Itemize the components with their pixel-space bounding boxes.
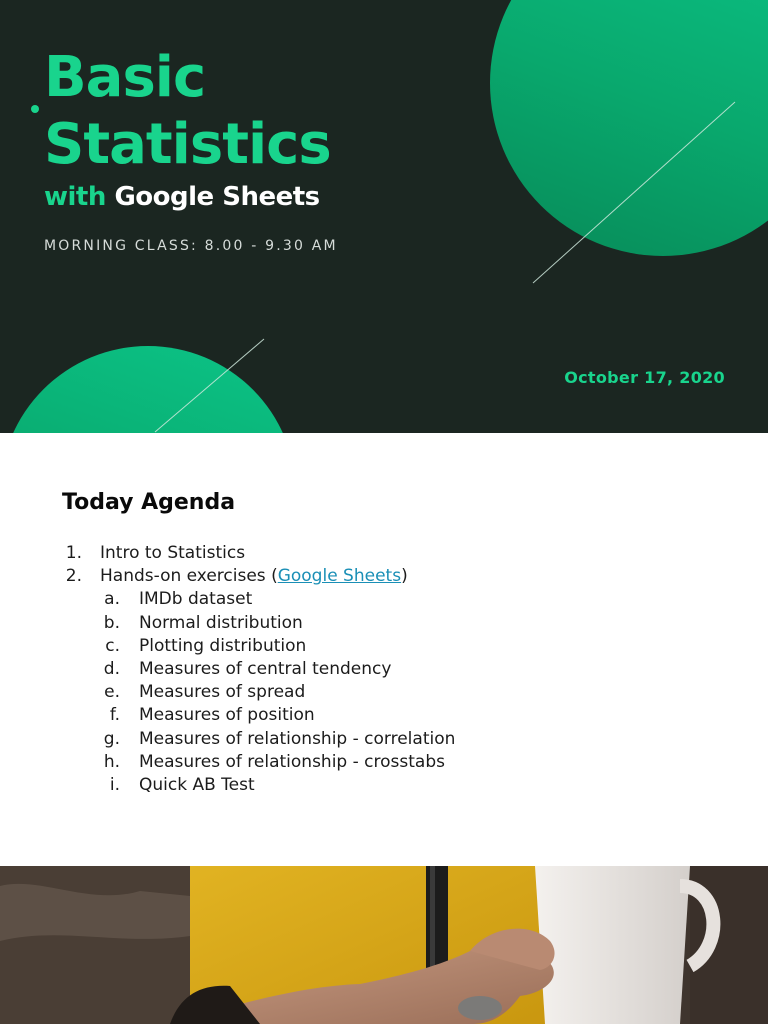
agenda-subitem xyxy=(0,612,768,635)
list-marker: d. xyxy=(103,658,120,679)
agenda-subitem-text: Quick AB Test xyxy=(139,774,255,795)
agenda-section xyxy=(0,433,768,866)
list-marker: c. xyxy=(105,635,120,656)
agenda-subitem-text: Measures of spread xyxy=(139,682,306,703)
agenda-title: Today Agenda xyxy=(62,490,236,515)
agenda-subitem-text: Normal distribution xyxy=(139,612,303,633)
cover-date: October 17, 2020 xyxy=(564,368,725,387)
list-marker: h. xyxy=(103,751,120,772)
list-marker: a. xyxy=(104,589,120,610)
agenda-item xyxy=(0,565,768,588)
list-marker: 1. xyxy=(65,543,82,563)
list-marker: 2. xyxy=(65,566,82,587)
agenda-subitem xyxy=(0,751,768,774)
agenda-subitem-text: Measures of relationship - crosstabs xyxy=(139,751,445,772)
list-marker: b. xyxy=(103,612,120,633)
google-sheets-link[interactable]: Google Sheets xyxy=(277,566,402,587)
agenda-item-text-after: ) xyxy=(401,566,408,587)
cover-slide xyxy=(0,0,768,433)
agenda-subitem xyxy=(0,635,768,658)
subtitle-with: with xyxy=(44,182,106,212)
agenda-item-text xyxy=(100,565,408,588)
decorative-dot xyxy=(31,105,39,113)
agenda-subitem xyxy=(0,588,768,611)
agenda-item-text: Intro to Statistics xyxy=(100,543,246,563)
agenda-subitem-text: Measures of central tendency xyxy=(139,658,392,679)
list-marker: f. xyxy=(109,705,120,726)
class-time: MORNING CLASS: 8.00 - 9.30 AM xyxy=(44,238,338,254)
agenda-subitem-text: IMDb dataset xyxy=(139,589,253,610)
agenda-list xyxy=(0,542,768,797)
agenda-item xyxy=(0,542,768,565)
agenda-subitem-text: Measures of relationship - correlation xyxy=(139,728,456,749)
cover-subtitle xyxy=(44,178,320,216)
subtitle-product: Google Sheets xyxy=(114,182,320,212)
agenda-item-text-before: Hands-on exercises ( xyxy=(100,566,278,587)
list-marker: e. xyxy=(104,682,120,703)
agenda-subitem-text: Plotting distribution xyxy=(139,635,307,656)
agenda-subitem xyxy=(0,658,768,681)
photo-illustration xyxy=(0,866,768,1024)
agenda-subitem xyxy=(0,728,768,751)
cover-title-line-2: Statistics xyxy=(44,112,331,177)
hand-holding-pencil-photo xyxy=(0,866,768,1024)
agenda-subitem xyxy=(0,681,768,704)
agenda-subitem xyxy=(0,704,768,727)
agenda-subitem-text: Measures of position xyxy=(139,705,315,726)
list-marker: i. xyxy=(109,774,120,795)
cover-title-line-1: Basic xyxy=(44,45,206,110)
agenda-subitem xyxy=(0,774,768,797)
list-marker: g. xyxy=(103,728,120,749)
